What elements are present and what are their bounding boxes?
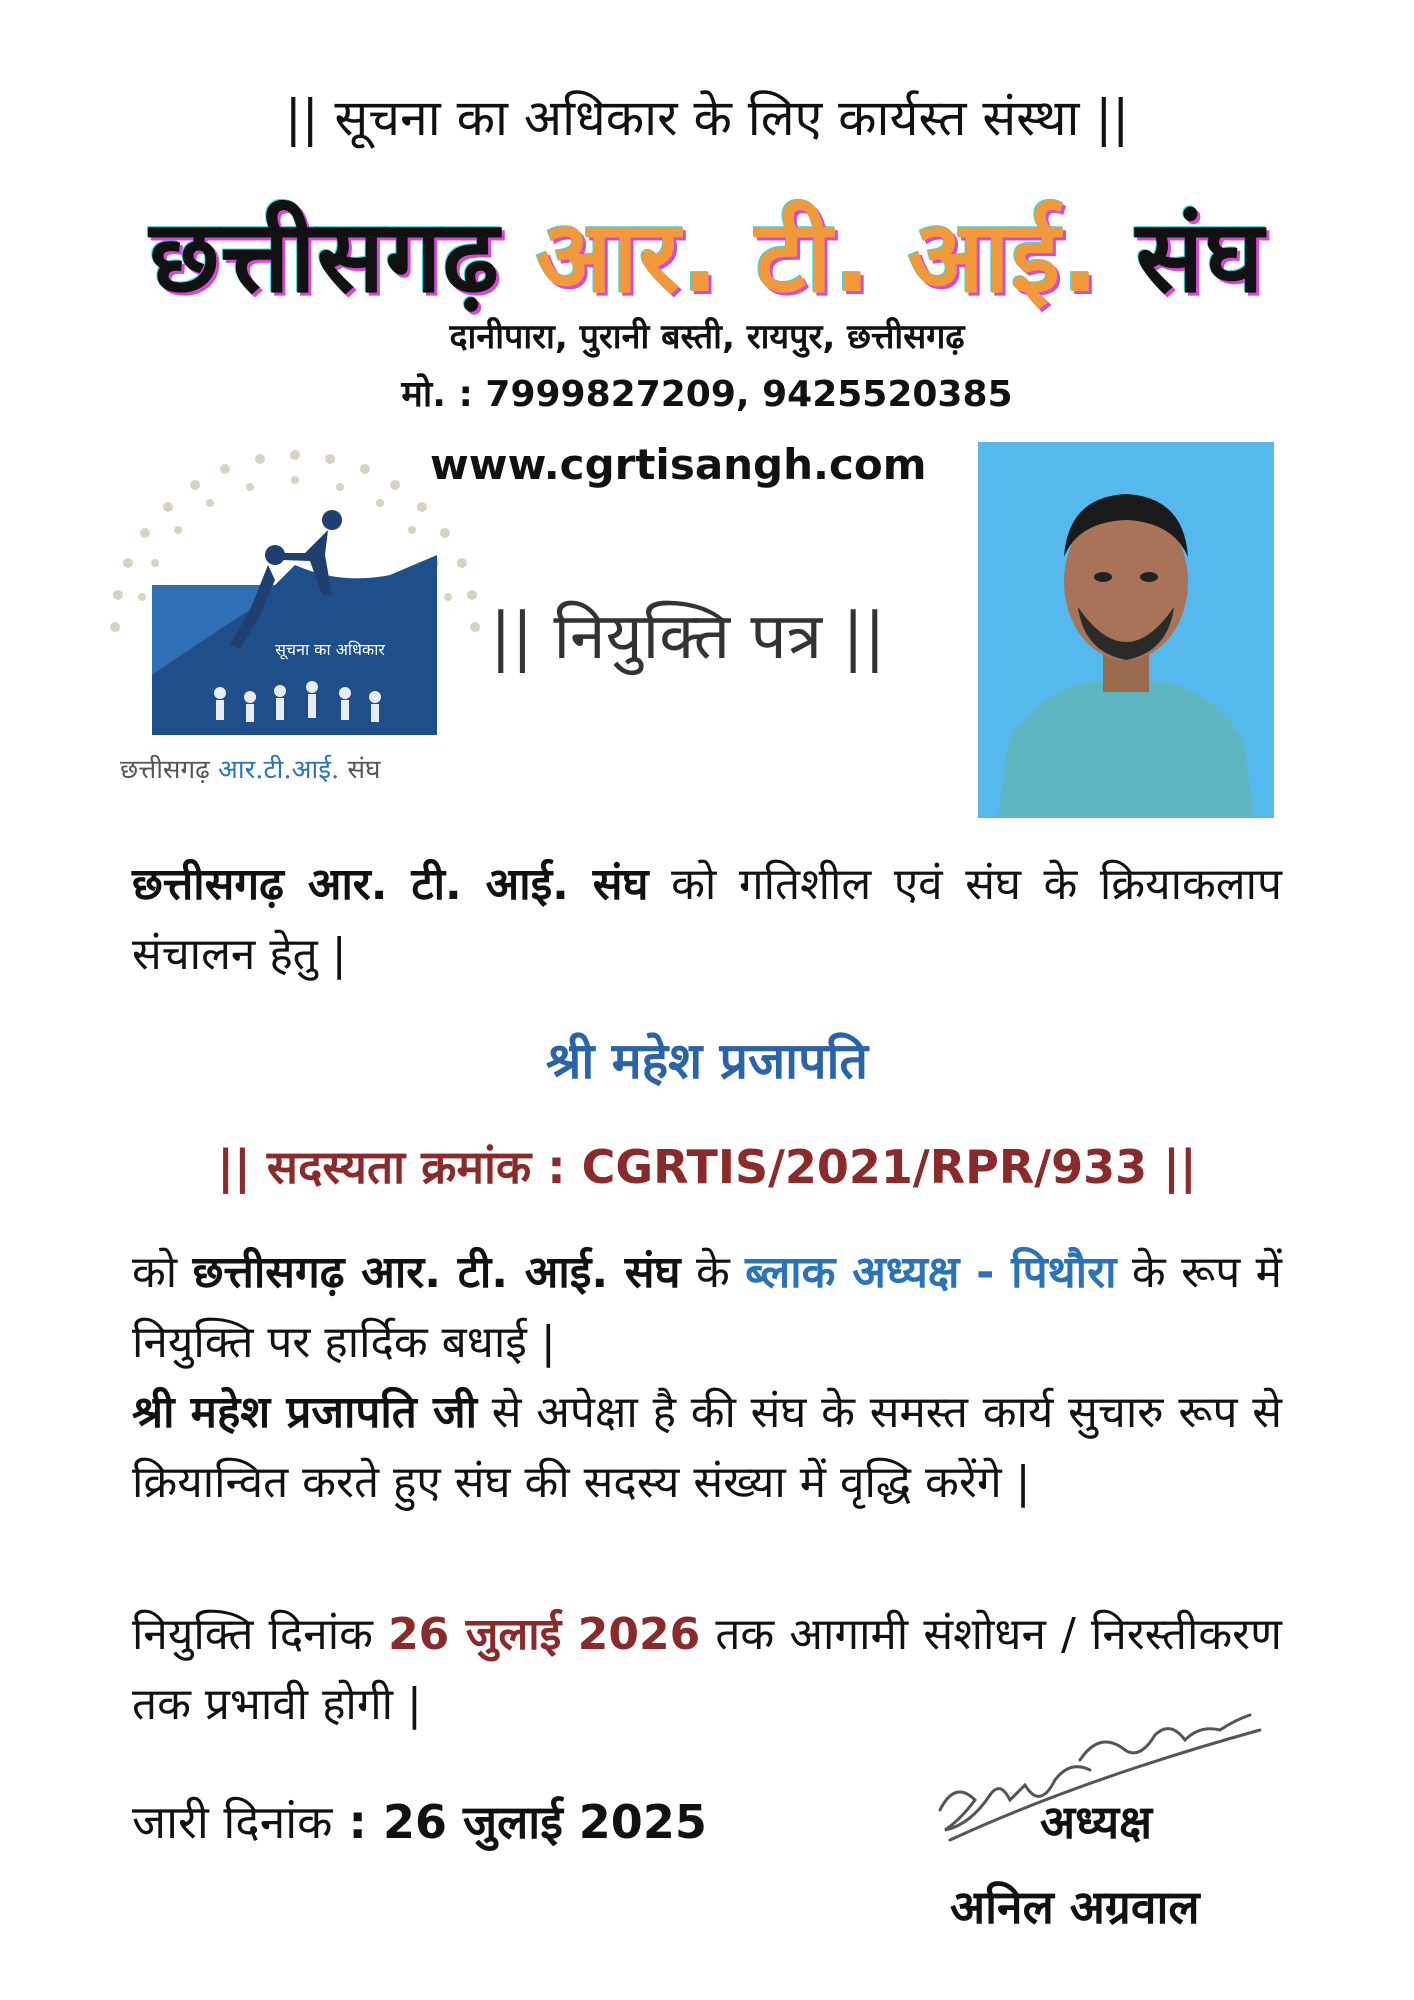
logo-inner-text: सूचना का अधिकार	[275, 640, 385, 659]
org-tagline: || सूचना का अधिकार के लिए कार्यस्त संस्था ||	[284, 89, 1130, 147]
logo-caption	[120, 750, 380, 786]
validity-suffix: तक आगामी संशोधन / निरस्तीकरण तक प्रभावी होगी |	[132, 1609, 1282, 1730]
logo-caption-part3: संघ	[339, 755, 381, 785]
validity-prefix: नियुक्ति दिनांक	[132, 1609, 389, 1660]
issue-date-value: : 26 जुलाई 2025	[332, 1795, 707, 1849]
intro-org-name: छत्तीसगढ़ आर. टी. आई. संघ	[132, 859, 649, 910]
org-title-part3: संघ	[1135, 198, 1265, 315]
org-title-part1: छत्तीसगढ़	[149, 198, 536, 315]
logo-caption-part1: छत्तीसगढ़	[120, 755, 219, 785]
body-post: ब्लाक अध्यक्ष - पिथौरा	[745, 1247, 1117, 1298]
signatory-title: अध्यक्ष	[1040, 1795, 1153, 1849]
org-address: दानीपारा, पुरानी बस्ती, रायपुर, छत्तीसगढ़	[449, 317, 965, 357]
intro-paragraph	[132, 850, 1282, 990]
member-photo	[978, 442, 1274, 818]
body-org-name: छत्तीसगढ़ आर. टी. आई. संघ	[192, 1247, 681, 1298]
body-ke: के	[680, 1247, 746, 1298]
membership-number: || सदस्यता क्रमांक : CGRTIS/2021/RPR/933 ||	[217, 1140, 1197, 1194]
logo-graphic	[100, 435, 490, 795]
issue-date	[132, 1790, 707, 1852]
issue-date-label: जारी दिनांक	[132, 1795, 333, 1849]
body-name: श्री महेश प्रजापति जी	[132, 1387, 478, 1438]
org-logo	[100, 435, 490, 795]
body-expectation: से अपेक्षा है की संघ के समस्त कार्य सुचारु रूप से क्रियान्वित करते हुए संघ की सदस्य संख्या में वृद्धि करेंगे |	[132, 1387, 1282, 1508]
org-title-part2: आर. टी. आई.	[535, 198, 1136, 315]
appointee-name: श्री महेश प्रजापति	[546, 1032, 868, 1090]
body-ko: को	[132, 1247, 193, 1298]
org-title	[0, 185, 1414, 321]
body-paragraph	[132, 1238, 1282, 1518]
logo-caption-part2: आर.टी.आई.	[218, 755, 340, 785]
member-photo-graphic	[978, 442, 1274, 818]
org-website: www.cgrtisangh.com	[430, 440, 927, 489]
validity-date: 26 जुलाई 2026	[388, 1609, 701, 1660]
intro-text: को गतिशील एवं संघ के क्रियाकलाप संचालन हेतु |	[132, 859, 1282, 980]
signatory-name: अनिल अग्रवाल	[950, 1880, 1200, 1934]
body-after-post: के रूप में नियुक्ति पर हार्दिक बधाई |	[132, 1247, 1282, 1368]
org-phones: मो. : 7999827209, 9425520385	[401, 374, 1013, 415]
letter-heading: || नियुक्ति पत्र ||	[490, 600, 886, 674]
